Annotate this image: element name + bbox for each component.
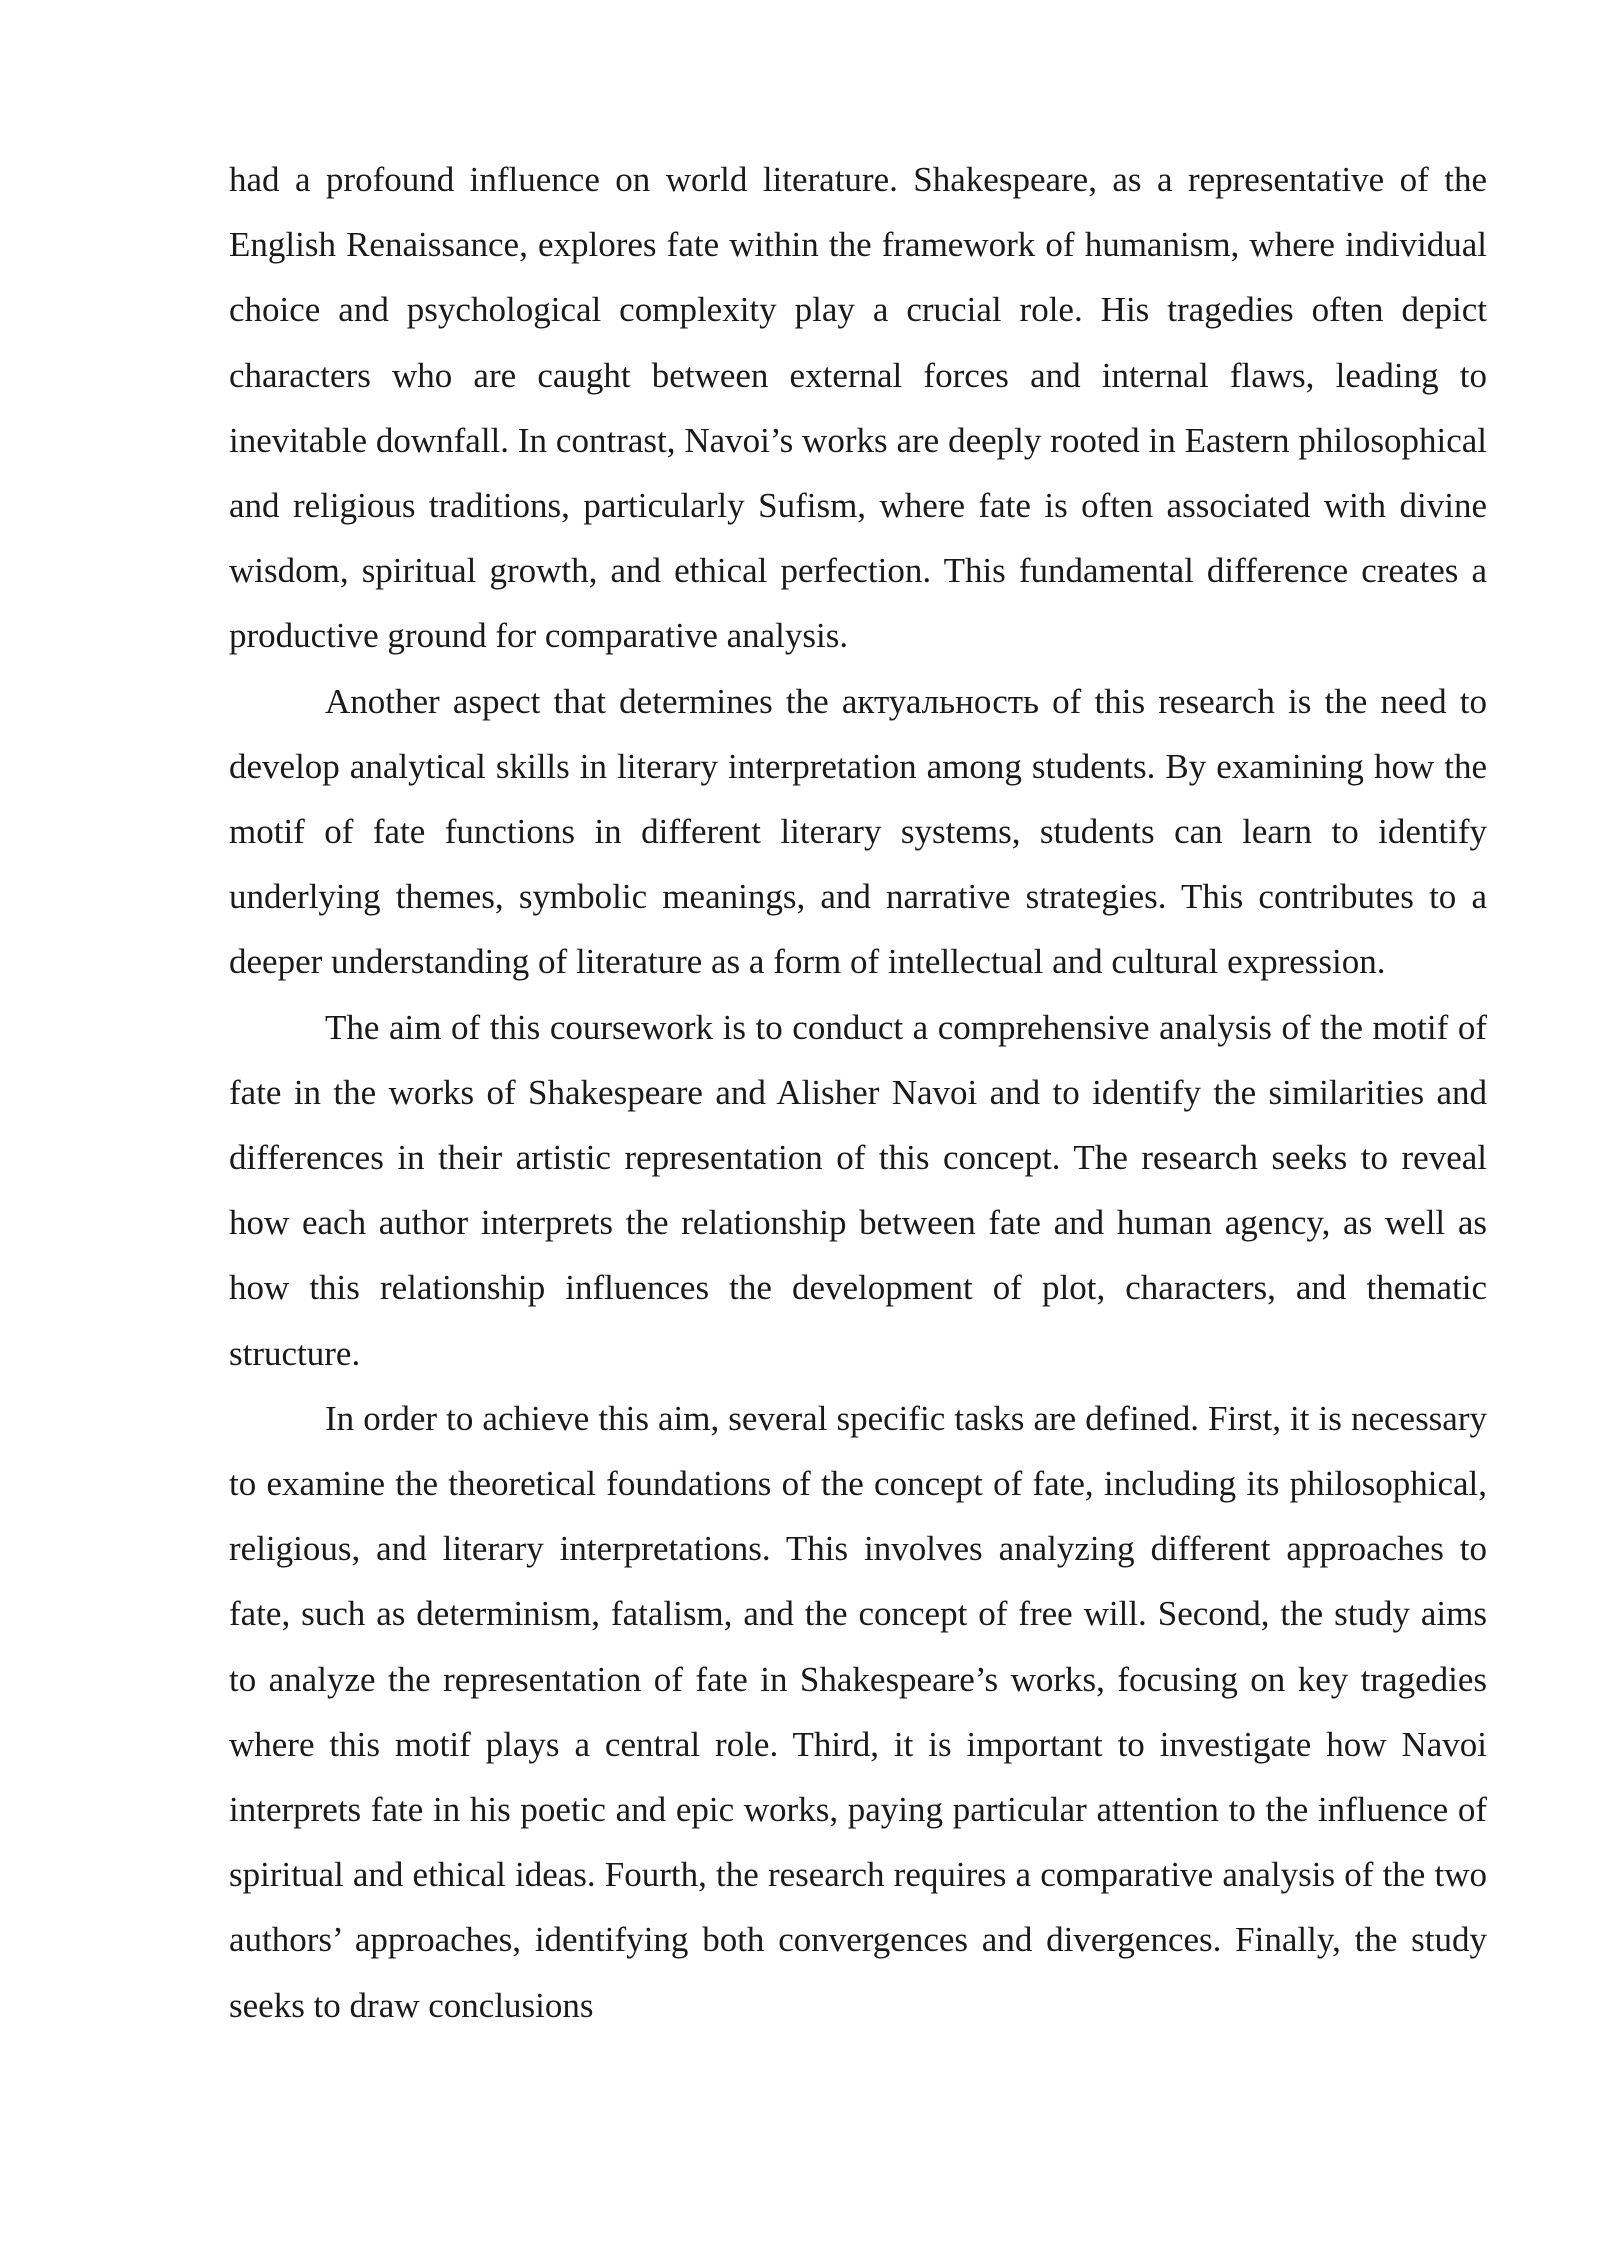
- paragraph-relevance: Another aspect that determines the актуальность of this research is the need to develop analytical skills in literary interpretation among students. By examining how the motif of fate functions in different literary systems, students can learn to identify underlying themes, symbolic meanings, and narrative strategies. This contributes to a deeper understanding of literature as a form of intellectual and cultural expression.: [229, 681, 1487, 982]
- paragraph-continuation: had a profound influence on world literature. Shakespeare, as a representative of the English Renaissance, explores fate within the framework of humanism, where individual choice and psychological complexity play a crucial role. His tragedies often depict characters who are caught between external forces and internal flaws, leading to inevitable downfall. In contrast, Navoi’s works are deeply rooted in Eastern philosophical and religious traditions, particularly Sufism, where fate is often associated with divine wisdom, spiritual growth, and ethical perfection. This fundamental difference creates a productive ground for comparative analysis.: [229, 160, 1487, 656]
- paragraph-tasks: In order to achieve this aim, several specific tasks are defined. First, it is necessary to examine the theoretical foundations of the concept of fate, including its philosophical, religious, and literary interpretations. This involves analyzing different approaches to fate, such as determinism, fatalism, and the concept of free will. Second, the study aims to analyze the representation of fate in Shakespeare’s works, focusing on key tragedies where this motif plays a central role. Third, it is important to investigate how Navoi interprets fate in his poetic and epic works, paying particular attention to the influence of spiritual and ethical ideas. Fourth, the research requires a comparative analysis of the two authors’ approaches, identifying both convergences and divergences. Finally, the study seeks to draw conclusions: [229, 1398, 1487, 2025]
- body-text: [229, 147, 1487, 2038]
- paragraph-aim: The aim of this coursework is to conduct a comprehensive analysis of the motif of fate in the works of Shakespeare and Alisher Navoi and to identify the similarities and differences in their artistic representation of this concept. The research seeks to reveal how each author interprets the relationship between fate and human agency, as well as how this relationship influences the development of plot, characters, and thematic structure.: [229, 1007, 1487, 1373]
